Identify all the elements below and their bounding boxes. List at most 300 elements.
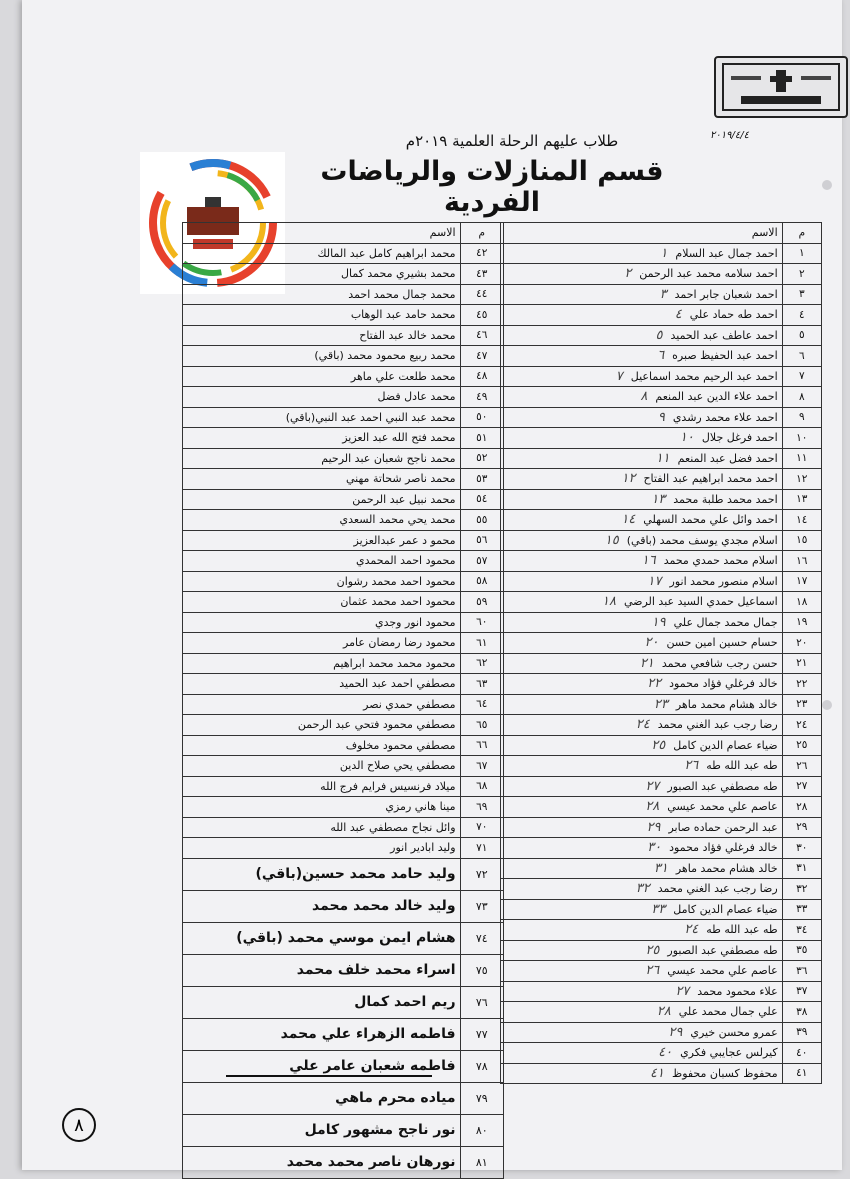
student-name: محمود احمد محمد رشوان <box>336 574 456 588</box>
table-row <box>501 674 822 695</box>
handwritten-mark: ٢٧ <box>645 778 660 794</box>
row-number: ٦٧ <box>460 756 503 777</box>
student-name: احمد جمال عبد السلام <box>675 246 778 260</box>
row-number: ٧ <box>782 366 821 387</box>
student-name: مياده محرم ماهي <box>335 1090 456 1106</box>
table-row <box>501 633 822 654</box>
handwritten-mark: ٨ <box>640 389 648 405</box>
table-row <box>501 797 822 818</box>
student-name: محمود احمد المحمدي <box>356 554 456 568</box>
table-row <box>501 694 822 715</box>
student-name-cell <box>501 612 783 633</box>
row-number: ٧٨ <box>460 1050 503 1082</box>
row-number: ١٨ <box>782 592 821 613</box>
table-row <box>183 817 504 838</box>
handwritten-mark: ٤ <box>674 307 682 323</box>
student-name: احمد شعبان جابر احمد <box>674 287 778 301</box>
student-name: محمد بشيري محمد كمال <box>340 267 456 281</box>
table-row <box>501 469 822 490</box>
table-row <box>183 366 504 387</box>
table-row <box>501 243 822 264</box>
handwritten-mark: ٧ <box>615 368 623 384</box>
student-name: وليد خالد محمد محمد <box>311 898 456 914</box>
student-name-cell <box>183 1018 461 1050</box>
student-name: اسلام منصور محمد انور <box>669 574 778 588</box>
row-number: ٦٨ <box>460 776 503 797</box>
student-name: رضا رجب عبد الغني محمد <box>657 718 778 732</box>
student-name-cell <box>501 407 783 428</box>
handwritten-mark: ٢٦ <box>684 758 699 774</box>
row-number: ٢٨ <box>782 797 821 818</box>
table-row <box>501 284 822 305</box>
row-number: ٣٨ <box>782 1002 821 1023</box>
student-name: احمد فضل عبد المنعم <box>677 451 778 465</box>
row-number: ٥٢ <box>460 448 503 469</box>
student-name: طه مصطفي عبد الصبور <box>667 779 778 793</box>
row-number: ٧٣ <box>460 890 503 922</box>
student-name-cell <box>183 387 461 408</box>
student-name-cell <box>183 838 461 859</box>
table-row <box>501 346 822 367</box>
student-name: محمد عادل فضل <box>377 390 456 404</box>
student-name-cell <box>183 954 461 986</box>
student-name: احمد عاطف عبد الحميد <box>670 328 778 342</box>
table-row <box>183 264 504 285</box>
table-row <box>501 961 822 982</box>
student-name-cell <box>501 366 783 387</box>
student-name: خالد هشام محمد ماهر <box>675 861 778 875</box>
row-number: ٦٦ <box>460 735 503 756</box>
handwritten-mark: ٣٢ <box>635 881 650 897</box>
row-number: ٤١ <box>782 1063 821 1084</box>
table-row <box>501 305 822 326</box>
student-name-cell <box>183 366 461 387</box>
student-name-cell <box>501 1002 783 1023</box>
student-name: اسلام محمد حمدي محمد <box>663 554 778 568</box>
student-name: محمد ناصر شحاتة مهني <box>346 472 456 486</box>
handwritten-mark: ٥ <box>655 327 663 343</box>
handwritten-mark: ٩ <box>657 409 665 425</box>
row-number: ٢٣ <box>782 694 821 715</box>
handwritten-mark: ١٨ <box>601 594 616 610</box>
student-name-cell <box>501 776 783 797</box>
student-name-cell <box>501 653 783 674</box>
handwritten-mark: ١٩ <box>651 614 666 630</box>
row-number: ٥٤ <box>460 489 503 510</box>
student-name: ميلاد فرنسيس فرايم فرج الله <box>320 779 456 793</box>
student-name-cell <box>501 817 783 838</box>
row-number: ٧٥ <box>460 954 503 986</box>
student-name-cell <box>501 387 783 408</box>
student-name: محمد ربيع محمود محمد (باقي) <box>314 349 456 363</box>
handwritten-mark: ٢٤ <box>684 922 699 938</box>
row-number: ٢٦ <box>782 756 821 777</box>
table-row <box>501 1002 822 1023</box>
row-number: ٤٧ <box>460 346 503 367</box>
row-number: ٢٢ <box>782 674 821 695</box>
row-number: ٣٠ <box>782 838 821 859</box>
row-number: ٧٦ <box>460 986 503 1018</box>
handwritten-mark: ٢٥ <box>651 737 666 753</box>
table-row <box>183 551 504 572</box>
row-number: ٨٠ <box>460 1114 503 1146</box>
student-name: علي جمال محمد علي <box>678 1005 778 1019</box>
table-row <box>183 1114 504 1146</box>
students-table-right <box>500 222 822 1084</box>
row-number: ٧٤ <box>460 922 503 954</box>
table-row <box>501 879 822 900</box>
student-name: فاطمه شعبان عامر علي <box>289 1058 456 1074</box>
student-name: خالد فرغلي فؤاد محمود <box>669 677 778 691</box>
row-number: ٢٤ <box>782 715 821 736</box>
table-row <box>183 571 504 592</box>
table-row <box>183 653 504 674</box>
handwritten-mark: ٣٠ <box>647 840 662 856</box>
student-name: مصطفي محمود مخلوف <box>345 738 456 752</box>
trophy-emblem-icon <box>721 62 841 112</box>
row-number: ٧٠ <box>460 817 503 838</box>
row-number: ٣٢ <box>782 879 821 900</box>
student-name-cell <box>183 448 461 469</box>
row-number: ٢ <box>782 264 821 285</box>
student-name: احمد محمد طلبة محمد <box>673 492 778 506</box>
student-name-cell <box>183 530 461 551</box>
handwritten-mark: ٢٤ <box>635 717 650 733</box>
row-number: ٦١ <box>460 633 503 654</box>
student-name-cell <box>501 305 783 326</box>
table-row <box>501 612 822 633</box>
handwritten-mark: ٢٩ <box>646 819 661 835</box>
student-name-cell <box>501 735 783 756</box>
row-number: ٨ <box>782 387 821 408</box>
student-name: طه مصطفي عبد الصبور <box>667 943 778 957</box>
student-name-cell <box>183 612 461 633</box>
column-header-name: الاسم <box>501 223 783 244</box>
student-name: محمد عبد النبي احمد عبد النبي(باقي) <box>285 410 456 424</box>
row-number: ٢٧ <box>782 776 821 797</box>
handwritten-mark: ٢٠ <box>644 635 659 651</box>
row-number: ٣٤ <box>782 920 821 941</box>
handwritten-mark: ٢٣ <box>653 696 668 712</box>
table-row <box>501 1043 822 1064</box>
student-name: كيرلس عجايبي فكري <box>680 1046 778 1060</box>
table-row <box>501 756 822 777</box>
row-number: ٢٥ <box>782 735 821 756</box>
student-name: محمد ناجح شعبان عبد الرحيم <box>321 451 456 465</box>
student-name-cell <box>183 986 461 1018</box>
table-row <box>183 922 504 954</box>
student-name-cell <box>501 530 783 551</box>
student-name: محمد طلعت علي ماهر <box>350 369 456 383</box>
student-name: مصطفي احمد عبد الحميد <box>339 677 456 691</box>
row-number: ٥٧ <box>460 551 503 572</box>
handwritten-mark: ٢٨ <box>645 799 660 815</box>
row-number: ٥٣ <box>460 469 503 490</box>
student-name-cell <box>183 510 461 531</box>
row-number: ٦٢ <box>460 653 503 674</box>
table-row <box>501 571 822 592</box>
student-name: طه عبد الله طه <box>706 923 778 937</box>
student-name-cell <box>501 510 783 531</box>
student-name: احمد عبد الرحيم محمد اسماعيل <box>630 369 778 383</box>
handwritten-mark: ٢٢ <box>647 676 662 692</box>
row-number: ٧٩ <box>460 1082 503 1114</box>
handwritten-mark: ٣ <box>659 286 667 302</box>
table-row <box>501 715 822 736</box>
student-name-cell <box>183 776 461 797</box>
table-row <box>501 899 822 920</box>
row-number: ٥٦ <box>460 530 503 551</box>
student-name-cell <box>183 674 461 695</box>
student-name: عبد الرحمن حماده صابر <box>668 820 778 834</box>
student-name-cell <box>183 694 461 715</box>
row-number: ٧٢ <box>460 858 503 890</box>
handwritten-mark: ٢١ <box>639 655 654 671</box>
table-row <box>183 858 504 890</box>
student-name-cell <box>501 592 783 613</box>
table-row <box>183 715 504 736</box>
student-name: رضا رجب عبد الغني محمد <box>657 882 778 896</box>
row-number: ١١ <box>782 448 821 469</box>
students-table-left <box>182 222 504 1179</box>
student-name-cell <box>501 858 783 879</box>
table-row <box>183 346 504 367</box>
row-number: ٤٠ <box>782 1043 821 1064</box>
table-row <box>501 407 822 428</box>
row-number: ٢٩ <box>782 817 821 838</box>
row-number: ٦٥ <box>460 715 503 736</box>
handwritten-mark: ٢٦ <box>645 963 660 979</box>
student-name-cell <box>183 407 461 428</box>
table-row <box>501 489 822 510</box>
student-name: مينا هاني رمزي <box>385 800 456 814</box>
table-row <box>183 890 504 922</box>
handwritten-mark: ٤٠ <box>658 1045 673 1061</box>
handwritten-mark: ١١ <box>655 450 670 466</box>
student-name-cell <box>183 1146 461 1178</box>
handwritten-mark: ١٧ <box>647 573 662 589</box>
student-name-cell <box>501 284 783 305</box>
row-number: ٥٨ <box>460 571 503 592</box>
student-name-cell <box>501 243 783 264</box>
column-header-num: م <box>460 223 503 244</box>
student-name: احمد عبد الحفيظ صبره <box>672 349 778 363</box>
signature-line <box>226 1075 432 1077</box>
document-page <box>22 0 842 1170</box>
student-name: علاء محمود محمد <box>697 984 778 998</box>
table-row <box>183 448 504 469</box>
student-name: محمود محمد محمد ابراهيم <box>333 656 456 670</box>
student-name-cell <box>183 592 461 613</box>
handwritten-mark: ٣٣ <box>651 901 666 917</box>
table-row <box>501 858 822 879</box>
student-name: اسراء محمد خلف محمد <box>296 962 456 978</box>
student-name: اسلام مجدي يوسف محمد (باقي) <box>626 533 778 547</box>
table-row <box>183 325 504 346</box>
student-name-cell <box>183 551 461 572</box>
student-name: هشام ايمن موسي محمد (باقي) <box>236 930 456 946</box>
row-number: ٣٧ <box>782 981 821 1002</box>
table-row <box>183 530 504 551</box>
table-row <box>183 838 504 859</box>
student-name: محمو د عمر عبدالعزيز <box>353 533 456 547</box>
student-name-cell <box>183 633 461 654</box>
punch-hole <box>822 700 832 710</box>
student-name-cell <box>501 633 783 654</box>
table-row <box>501 551 822 572</box>
student-name: محمد فتح الله عبد العزيز <box>342 431 456 445</box>
student-name: محمد يحي محمد السعدي <box>339 513 456 527</box>
handwritten-mark: ٢٧ <box>675 983 690 999</box>
student-name: محمد جمال محمد احمد <box>348 287 456 301</box>
student-name-cell <box>183 890 461 922</box>
handwritten-mark: ١٣ <box>651 491 666 507</box>
student-name-cell <box>501 694 783 715</box>
student-name: محمد حامد عبد الوهاب <box>350 308 456 322</box>
student-name-cell <box>183 284 461 305</box>
student-name-cell <box>183 653 461 674</box>
handwritten-mark: ٢٥ <box>645 942 660 958</box>
handwritten-mark: ١٢ <box>621 471 636 487</box>
row-number: ١٩ <box>782 612 821 633</box>
table-row <box>183 592 504 613</box>
handwritten-mark: ٤١ <box>650 1065 665 1081</box>
handwritten-mark: ٢٨ <box>656 1004 671 1020</box>
table-row <box>183 1018 504 1050</box>
student-name-cell <box>501 879 783 900</box>
student-name: عمرو محسن خيري <box>690 1025 778 1039</box>
handwritten-mark: ٢٩ <box>668 1024 683 1040</box>
table-row <box>501 1063 822 1084</box>
student-name: محمود رضا رمضان عامر <box>343 636 456 650</box>
faculty-logo <box>714 56 848 118</box>
handwritten-mark: ١٥ <box>604 532 619 548</box>
handwritten-mark: ١٦ <box>641 553 656 569</box>
row-number: ٦٣ <box>460 674 503 695</box>
table-row <box>183 674 504 695</box>
student-name-cell <box>183 346 461 367</box>
row-number: ٤٩ <box>460 387 503 408</box>
table-row <box>183 407 504 428</box>
student-name-cell <box>183 1050 461 1082</box>
student-name-cell <box>501 981 783 1002</box>
student-name: وائل نجاح مصطفي عبد الله <box>330 820 456 834</box>
punch-hole <box>822 180 832 190</box>
row-number: ٤٣ <box>460 264 503 285</box>
student-name-cell <box>501 899 783 920</box>
student-name: ريم احمد كمال <box>354 994 456 1010</box>
row-number: ٥ <box>782 325 821 346</box>
student-name-cell <box>501 489 783 510</box>
table-row <box>501 1022 822 1043</box>
row-number: ٩ <box>782 407 821 428</box>
student-name: مصطفي محمود فتحي عبد الرحمن <box>297 718 456 732</box>
student-name: حسام حسين امين حسن <box>666 636 778 650</box>
student-name-cell <box>183 797 461 818</box>
table-row <box>501 592 822 613</box>
student-name-cell <box>183 1114 461 1146</box>
handwritten-mark: ١ <box>660 245 668 261</box>
row-number: ١٧ <box>782 571 821 592</box>
row-number: ١ <box>782 243 821 264</box>
row-number: ١٤ <box>782 510 821 531</box>
student-name: احمد وائل علي محمد السهلي <box>643 513 778 527</box>
student-name-cell <box>501 756 783 777</box>
table-row <box>183 387 504 408</box>
student-name: عاصم علي محمد عيسي <box>667 800 778 814</box>
student-name: وليد حامد محمد حسين(باقي) <box>255 866 456 882</box>
row-number: ١٣ <box>782 489 821 510</box>
row-number: ٤٨ <box>460 366 503 387</box>
row-number: ٣٣ <box>782 899 821 920</box>
row-number: ٤٢ <box>460 243 503 264</box>
student-name-cell <box>501 797 783 818</box>
student-name: احمد سلامه محمد عبد الرحمن <box>639 267 778 281</box>
student-name: محمد نبيل عبد الرحمن <box>352 492 456 506</box>
row-number: ٥١ <box>460 428 503 449</box>
row-number: ٦٤ <box>460 694 503 715</box>
student-name: محمود انور وجدي <box>374 615 456 629</box>
student-name-cell <box>183 756 461 777</box>
table-row <box>183 1082 504 1114</box>
table-row <box>501 735 822 756</box>
row-number: ٣٥ <box>782 940 821 961</box>
table-row <box>501 940 822 961</box>
student-name-cell <box>501 448 783 469</box>
row-number: ٤٥ <box>460 305 503 326</box>
student-name: ضياء عصام الدين كامل <box>673 902 778 916</box>
table-row <box>501 653 822 674</box>
student-name: طه عبد الله طه <box>706 759 778 773</box>
row-number: ٦٩ <box>460 797 503 818</box>
page-subtitle: طلاب عليهم الرحلة العلمية ٢٠١٩م <box>405 132 619 150</box>
student-name-cell <box>501 428 783 449</box>
table-row <box>501 510 822 531</box>
student-name-cell <box>183 735 461 756</box>
student-name: احمد طه حماد علي <box>689 308 778 322</box>
student-name-cell <box>183 858 461 890</box>
table-row <box>183 284 504 305</box>
student-name-cell <box>183 1082 461 1114</box>
table-row <box>501 325 822 346</box>
table-row <box>183 694 504 715</box>
student-name-cell <box>183 489 461 510</box>
student-name-cell <box>183 243 461 264</box>
student-name: وليد ابادير انور <box>390 841 456 855</box>
student-name-cell <box>501 571 783 592</box>
student-name-cell <box>501 920 783 941</box>
table-row <box>183 776 504 797</box>
handwritten-mark: ١٤ <box>621 512 636 528</box>
student-name-cell <box>501 715 783 736</box>
row-number: ٧٧ <box>460 1018 503 1050</box>
handwritten-mark: ٢ <box>624 266 632 282</box>
student-name: احمد محمد ابراهيم عبد الفتاح <box>643 472 778 486</box>
student-name: خالد فرغلي فؤاد محمود <box>669 841 778 855</box>
student-name-cell <box>501 961 783 982</box>
row-number: ٣٦ <box>782 961 821 982</box>
row-number: ١٠ <box>782 428 821 449</box>
row-number: ٤٦ <box>460 325 503 346</box>
table-row <box>501 776 822 797</box>
student-name-cell <box>501 325 783 346</box>
student-name-cell <box>183 817 461 838</box>
student-name: عاصم علي محمد عيسي <box>667 964 778 978</box>
student-name: احمد علاء محمد رشدي <box>672 410 778 424</box>
table-row <box>183 756 504 777</box>
table-row <box>501 264 822 285</box>
student-name-cell <box>501 551 783 572</box>
